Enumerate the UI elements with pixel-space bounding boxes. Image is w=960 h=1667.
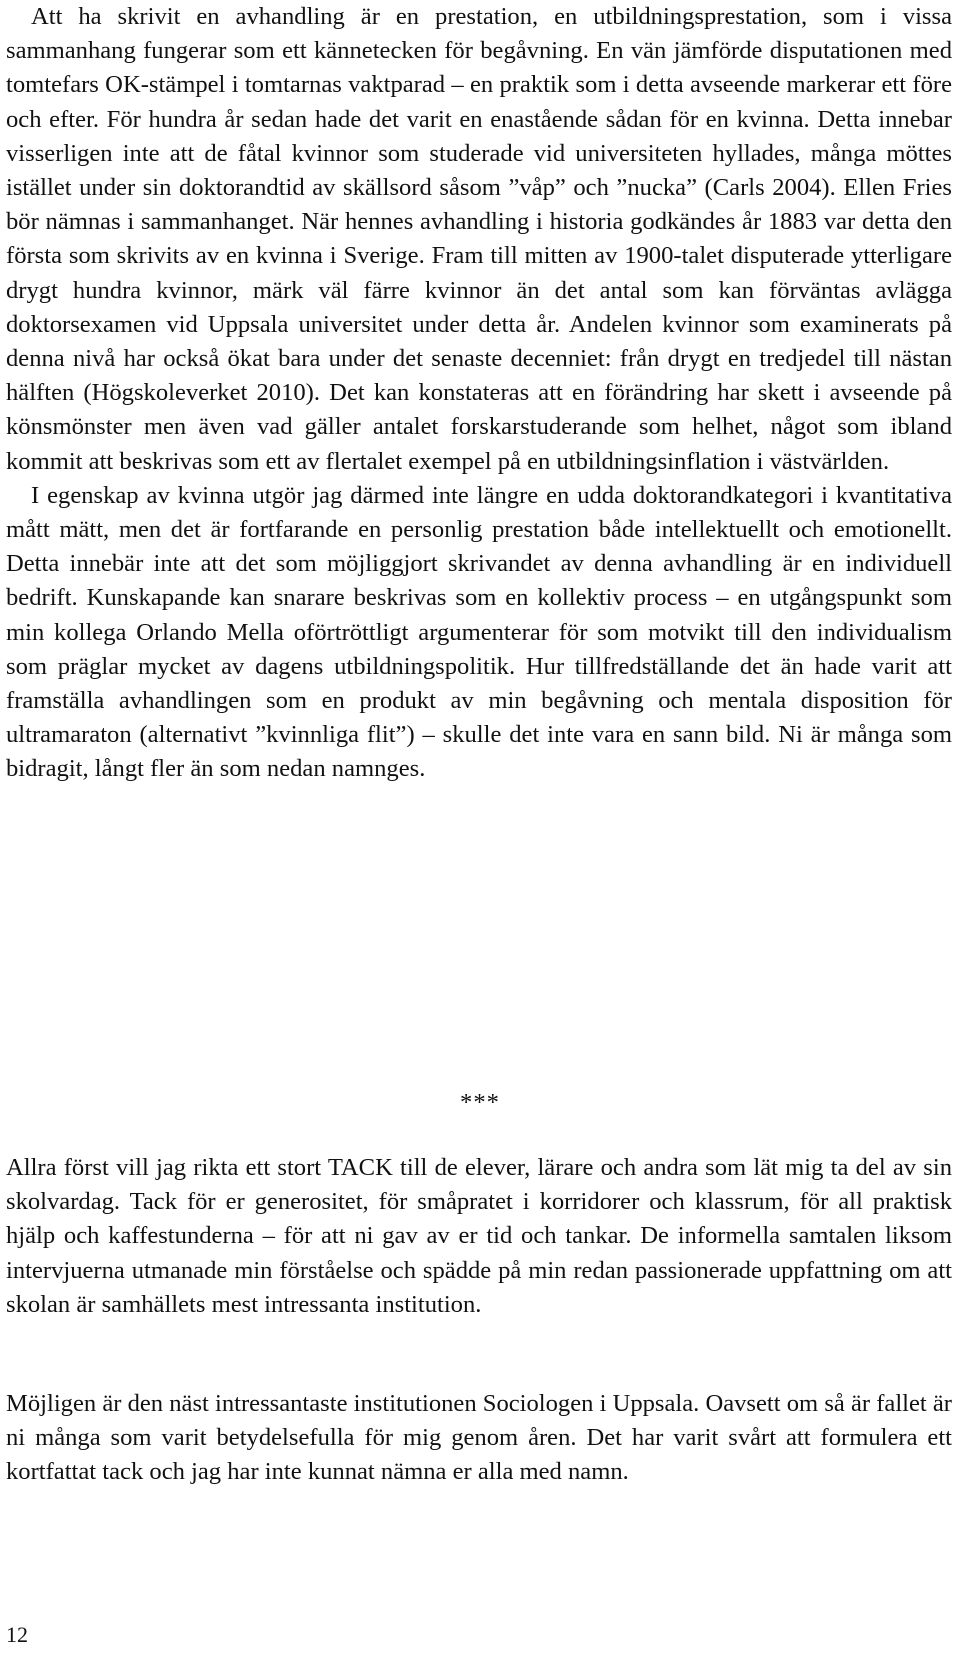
section-separator: *** bbox=[460, 1089, 500, 1116]
paragraph: Möjligen är den näst intressantaste institutionen Sociologen i Uppsala. Oavsett om så är fallet är ni många som varit betydelsefulla för mig genom åren. Det har varit svårt att formulera ett kortfattat tack och jag har inte kunnat nämna er alla med namn. bbox=[6, 1390, 952, 1486]
body-text-section bbox=[6, 0, 952, 787]
page-number: 12 bbox=[6, 1622, 28, 1647]
paragraph: Allra först vill jag rikta ett stort TACK till de elever, lärare och andra som lät mig ta del av sin skolvardag. Tack för er generositet, för småpratet i korridorer och klassrum, för all praktisk hjälp och kaffestunderna – för att ni gav av er tid och tankar. De informella samtalen liksom intervjuerna utmanade min förståelse och spädde på min redan passionerade uppfattning om att skolan är samhällets mest intressanta institution. bbox=[6, 1154, 952, 1318]
acknowledgement-section bbox=[6, 1151, 952, 1322]
paragraph: Att ha skrivit en avhandling är en prestation, en utbildningsprestation, som i vissa sammanhang fungerar som ett kännetecken för begåvning. En vän jämförde disputationen med tomtefars OK-stämpel i tomtarnas vaktparad – en praktik som i detta avseende markerar ett före och efter. För hundra år sedan hade det varit en enastående sådan för en kvinna. Detta innebar visserligen inte att de fåtal kvinnor som studerade vid universiteten hyllades, många möttes istället under sin doktorandtid av skällsord såsom ”våp” och ”nucka” (Carls 2004). Ellen Fries bör nämnas i sammanhanget. När hennes avhandling i historia godkändes år 1883 var detta den första som skrivits av en kvinna i Sverige. Fram till mitten av 1900-talet disputerade ytterligare drygt hundra kvinnor, märk väl färre kvinnor än det antal som kan förväntas avlägga doktorsexamen vid Uppsala universitet under detta år. Andelen kvinnor som examinerats på denna nivå har också ökat bara under det senaste decenniet: från drygt en tredjedel till nästan hälften (Högskoleverket 2010). Det kan konstateras att en förändring har skett i avseende på könsmönster men även vad gäller antalet forskarstuderande som helhet, något som ibland kommit att beskrivas som ett av flertalet exempel på en utbildningsinflation i västvärlden. bbox=[6, 3, 952, 475]
paragraph: I egenskap av kvinna utgör jag därmed inte längre en udda doktorandkategori i kvantitativa mått mätt, men det är fortfarande en personlig prestation både intellektuellt och emotionellt. Detta innebär inte att det som möjliggjort skrivandet av denna avhandling är en individuell bedrift. Kunskapande kan snarare beskrivas som en kollektiv process – en utgångspunkt som min kollega Orlando Mella oförtröttligt argumenterar för som motvikt till den individualism som präglar mycket av dagens utbildningspolitik. Hur tillfredställande det än hade varit att framställa avhandlingen som en produkt av min begåvning och mentala disposition för ultramaraton (alternativt ”kvinnliga flit”) – skulle det inte vara en sann bild. Ni är många som bidragit, långt fler än som nedan namnges. bbox=[6, 481, 952, 783]
acknowledgement-section bbox=[6, 1387, 952, 1490]
